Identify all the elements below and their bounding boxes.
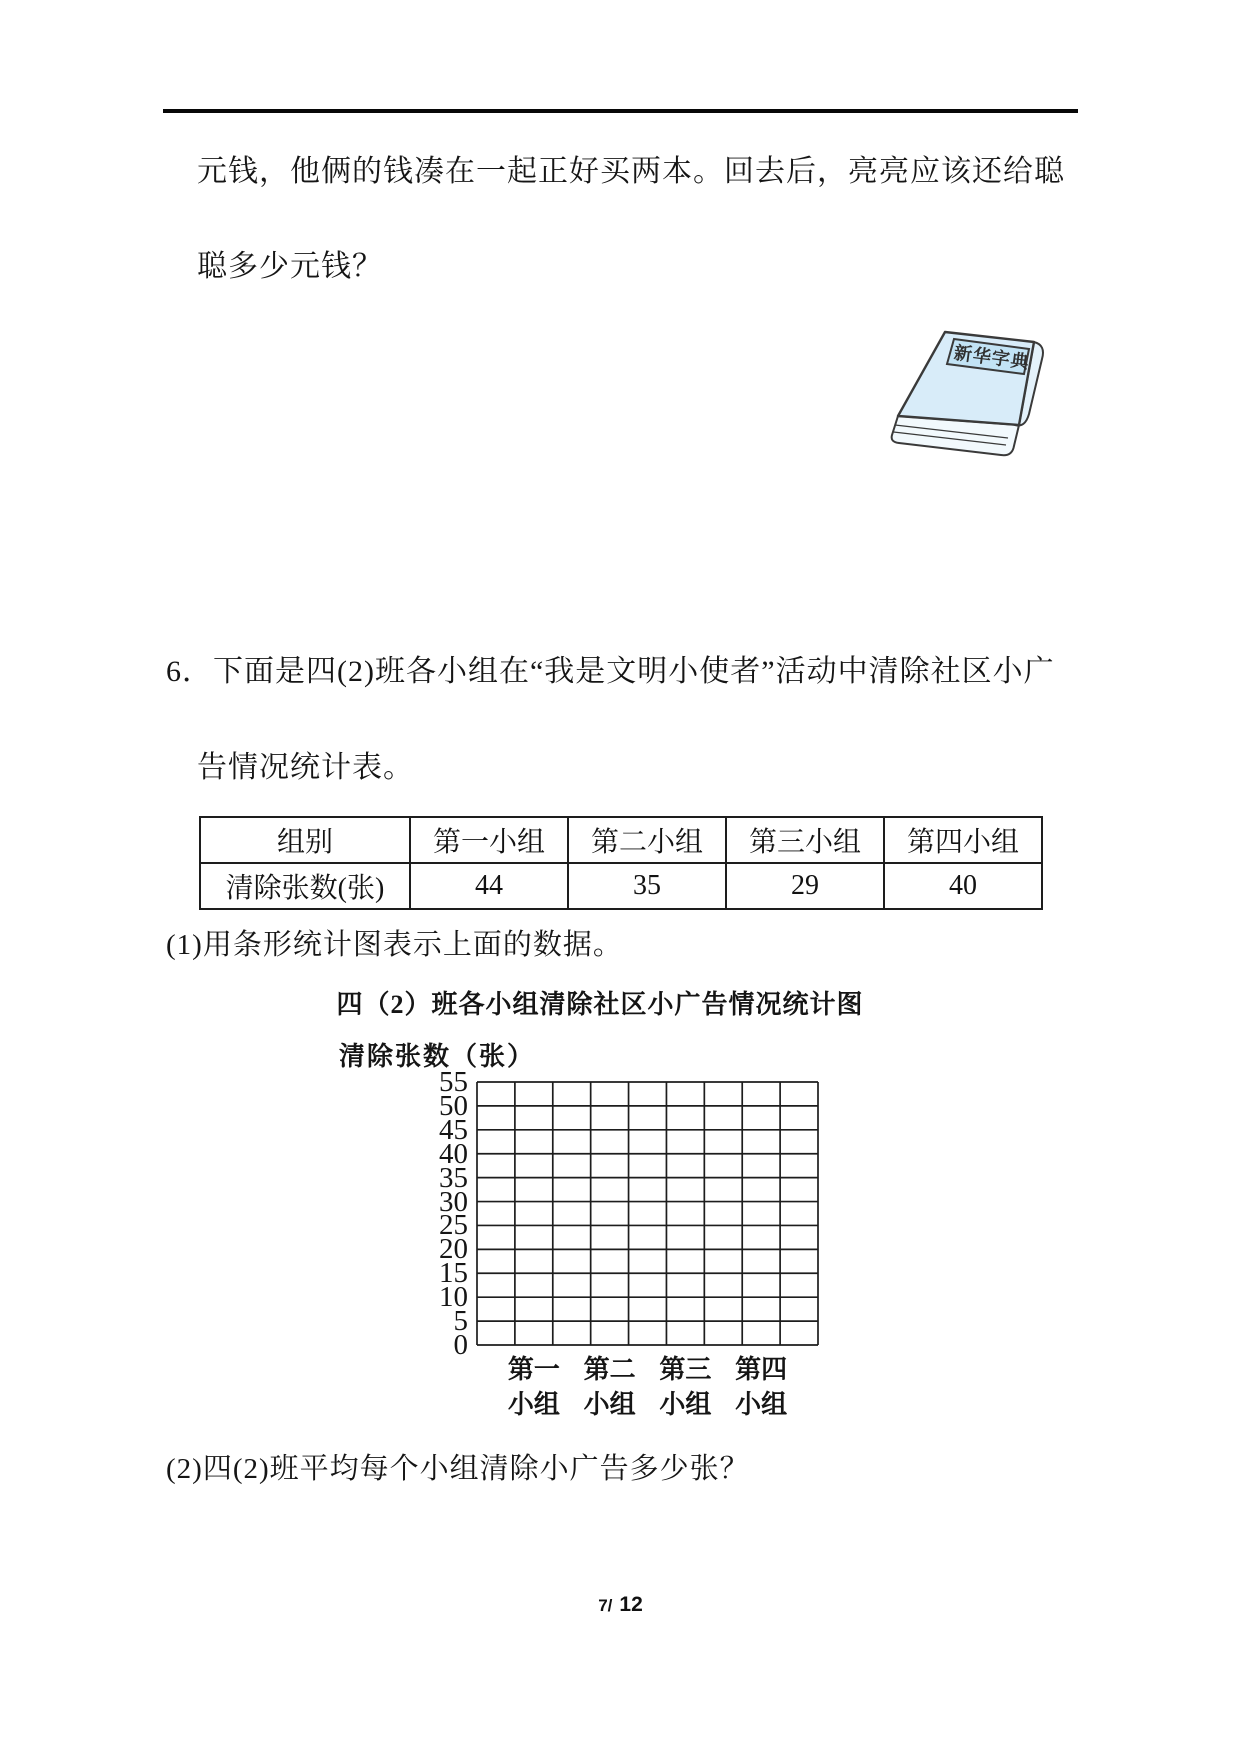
page-number-total: 12 xyxy=(619,1593,643,1616)
table-value-cell: 35 xyxy=(568,863,726,909)
y-tick-label: 15 xyxy=(439,1257,468,1290)
table-header-cell: 组别 xyxy=(200,817,410,863)
table-value-cell: 40 xyxy=(884,863,1042,909)
sub-question-2: (2)四(2)班平均每个小组清除小广告多少张？ xyxy=(166,1453,750,1485)
table-value-cell: 44 xyxy=(410,863,568,909)
question6-text: 下面是四(2)班各小组在“我是文明小使者”活动中清除社区小广 xyxy=(213,655,1055,688)
table-header-cell: 第三小组 xyxy=(726,817,884,863)
y-tick-label: 30 xyxy=(439,1185,468,1218)
table-value-cell: 29 xyxy=(726,863,884,909)
table-header-cell: 第一小组 xyxy=(410,817,568,863)
x-axis-label-line: 小组 xyxy=(659,1390,712,1419)
table-data-row xyxy=(200,863,1042,909)
chart-grid xyxy=(476,1081,820,1347)
y-tick-label: 20 xyxy=(439,1233,468,1266)
paragraph-line-1: 元钱，他俩的钱凑在一起正好买两本。回去后，亮亮应该还给聪 xyxy=(197,155,1065,188)
y-tick-label: 40 xyxy=(439,1137,468,1170)
y-tick-label: 0 xyxy=(453,1329,468,1361)
x-axis-label-line: 小组 xyxy=(507,1390,560,1419)
y-tick-label: 25 xyxy=(439,1209,468,1242)
y-tick-label: 5 xyxy=(453,1305,468,1338)
x-axis-label-line: 第四 xyxy=(735,1355,788,1384)
x-axis-label-line: 小组 xyxy=(583,1390,636,1419)
y-tick-label: 55 xyxy=(439,1066,468,1098)
y-tick-label: 35 xyxy=(439,1161,468,1194)
table-row-label: 清除张数(张) xyxy=(200,863,410,909)
page-number-current: 7/ xyxy=(598,1596,613,1615)
chart-ylabel: 清除张数（张） xyxy=(339,1042,536,1071)
header-rule xyxy=(163,109,1078,113)
page-footer xyxy=(0,1593,1241,1617)
chart-title: 四（2）班各小组清除社区小广告情况统计图 xyxy=(336,990,864,1019)
book-title-text: 新华字典 xyxy=(952,342,1031,373)
y-tick-label: 50 xyxy=(439,1089,468,1122)
paragraph-line-2: 聪多少元钱？ xyxy=(197,250,383,283)
sub-question-1: (1)用条形统计图表示上面的数据。 xyxy=(166,929,623,961)
x-axis-label-line: 第二 xyxy=(583,1355,636,1384)
book-illustration xyxy=(888,324,1052,460)
x-axis-label-line: 小组 xyxy=(735,1390,788,1419)
table-header-cell: 第四小组 xyxy=(884,817,1042,863)
table-header-row xyxy=(200,817,1042,863)
x-axis-label xyxy=(706,1352,816,1422)
y-tick-label: 10 xyxy=(439,1281,468,1314)
y-tick-label: 45 xyxy=(439,1113,468,1146)
statistics-table xyxy=(199,816,1043,910)
question6-line1 xyxy=(166,646,1055,690)
table-header-cell: 第二小组 xyxy=(568,817,726,863)
x-axis-label-line: 第三 xyxy=(659,1355,712,1384)
question6-number: 6． xyxy=(166,655,213,688)
question6-line2: 告情况统计表。 xyxy=(197,751,414,784)
x-axis-label-line: 第一 xyxy=(507,1355,560,1384)
